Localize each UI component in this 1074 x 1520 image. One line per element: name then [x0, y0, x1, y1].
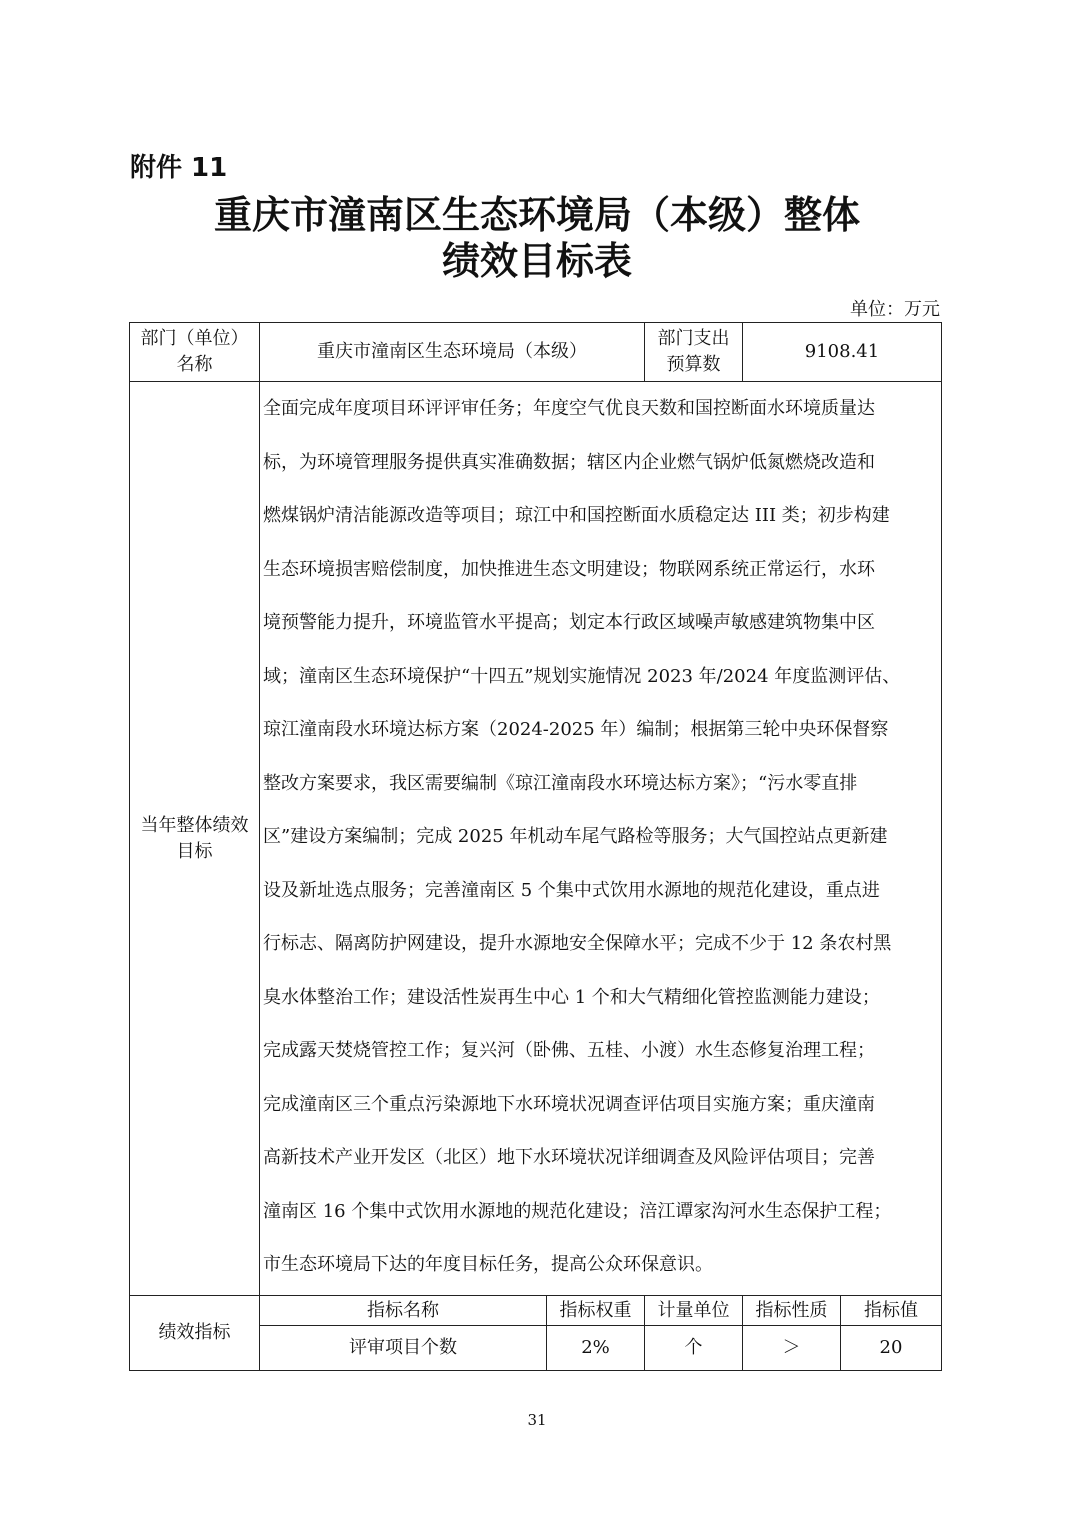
col-indicator-nature: 指标性质 [743, 1296, 841, 1326]
goal-row [130, 382, 942, 1296]
goal-label-line1: 当年整体绩效 [140, 814, 249, 836]
page-title-line2: 绩效目标表 [441, 239, 632, 283]
goal-line: 行标志、隔离防护网建设，提升水源地安全保障水平；完成不少于 12 条农村黑 [263, 933, 892, 954]
goal-line: 燃煤锅炉清洁能源改造等项目；琼江中和国控断面水质稳定达 III 类；初步构建 [263, 505, 890, 526]
col-indicator-weight: 指标权重 [547, 1296, 645, 1326]
goal-line: 标，为环境管理服务提供真实准确数据；辖区内企业燃气锅炉低氮燃烧改造和 [263, 451, 875, 473]
dept-name-value: 重庆市潼南区生态环境局（本级） [260, 323, 645, 382]
goal-line: 域；潼南区生态环境保护“十四五”规划实施情况 2023 年/2024 年度监测评估、 [263, 665, 901, 687]
goal-line: 市生态环境局下达的年度目标任务，提高公众环保意识。 [263, 1254, 713, 1275]
col-indicator-value: 指标值 [841, 1296, 942, 1326]
indicator-label: 绩效指标 [130, 1296, 260, 1371]
indicator-weight-cell: 2% [547, 1326, 645, 1371]
col-indicator-name: 指标名称 [260, 1296, 547, 1326]
page-title: 重庆市潼南区生态环境局（本级）整体 [213, 193, 860, 237]
goal-line: 整改方案要求，我区需要编制《琼江潼南段水环境达标方案》；“污水零直排 [263, 772, 858, 794]
goal-line: 境预警能力提升，环境监管水平提高；划定本行政区域噪声敏感建筑物集中区 [263, 612, 875, 633]
goal-line: 臭水体整治工作；建设活性炭再生中心 1 个和大气精细化管控监测能力建设； [263, 986, 880, 1008]
performance-table [129, 322, 942, 1371]
goal-label-line2: 目标 [176, 840, 213, 862]
goal-label [130, 382, 260, 1296]
budget-label [645, 323, 743, 382]
unit-note: 单位：万元 [850, 299, 940, 320]
dept-label-line2: 名称 [176, 354, 213, 375]
page-number: 31 [527, 1411, 547, 1429]
goal-line: 生态环境损害赔偿制度，加快推进生态文明建设；物联网系统正常运行，水环 [263, 558, 875, 580]
indicator-value-cell: 20 [841, 1326, 942, 1371]
budget-label-line2: 预算数 [666, 354, 721, 375]
budget-value: 9108.41 [743, 323, 942, 382]
goal-line: 设及新址选点服务；完善潼南区 5 个集中式饮用水源地的规范化建设，重点进 [263, 879, 880, 901]
col-measure-unit: 计量单位 [645, 1296, 743, 1326]
indicator-nature-cell: ＞ [743, 1326, 841, 1371]
goal-line: 高新技术产业开发区（北区）地下水环境状况详细调查及风险评估项目；完善 [263, 1147, 875, 1168]
goal-line: 潼南区 16 个集中式饮用水源地的规范化建设；涪江谭家沟河水生态保护工程； [263, 1200, 892, 1222]
budget-label-line1: 部门支出 [657, 328, 730, 349]
annex-label: 附件 11 [130, 153, 228, 183]
indicator-header-row [130, 1296, 942, 1326]
indicator-name-cell: 评审项目个数 [260, 1326, 547, 1371]
goal-line: 琼江潼南段水环境达标方案（2024-2025 年）编制；根据第三轮中央环保督察 [263, 719, 889, 740]
goal-line: 完成潼南区三个重点污染源地下水环境状况调查评估项目实施方案；重庆潼南 [263, 1093, 875, 1115]
goal-text [260, 382, 942, 1296]
measure-unit-cell: 个 [645, 1326, 743, 1371]
goal-line: 完成露天焚烧管控工作；复兴河（卧佛、五桂、小渡）水生态修复治理工程； [263, 1040, 875, 1061]
goal-line: 区”建设方案编制；完成 2025 年机动车尾气路检等服务；大气国控站点更新建 [263, 826, 888, 847]
header-row [130, 323, 942, 382]
dept-label-line1: 部门（单位） [140, 328, 249, 349]
dept-name-label [130, 323, 260, 382]
goal-line: 全面完成年度项目环评评审任务；年度空气优良天数和国控断面水环境质量达 [263, 398, 875, 419]
